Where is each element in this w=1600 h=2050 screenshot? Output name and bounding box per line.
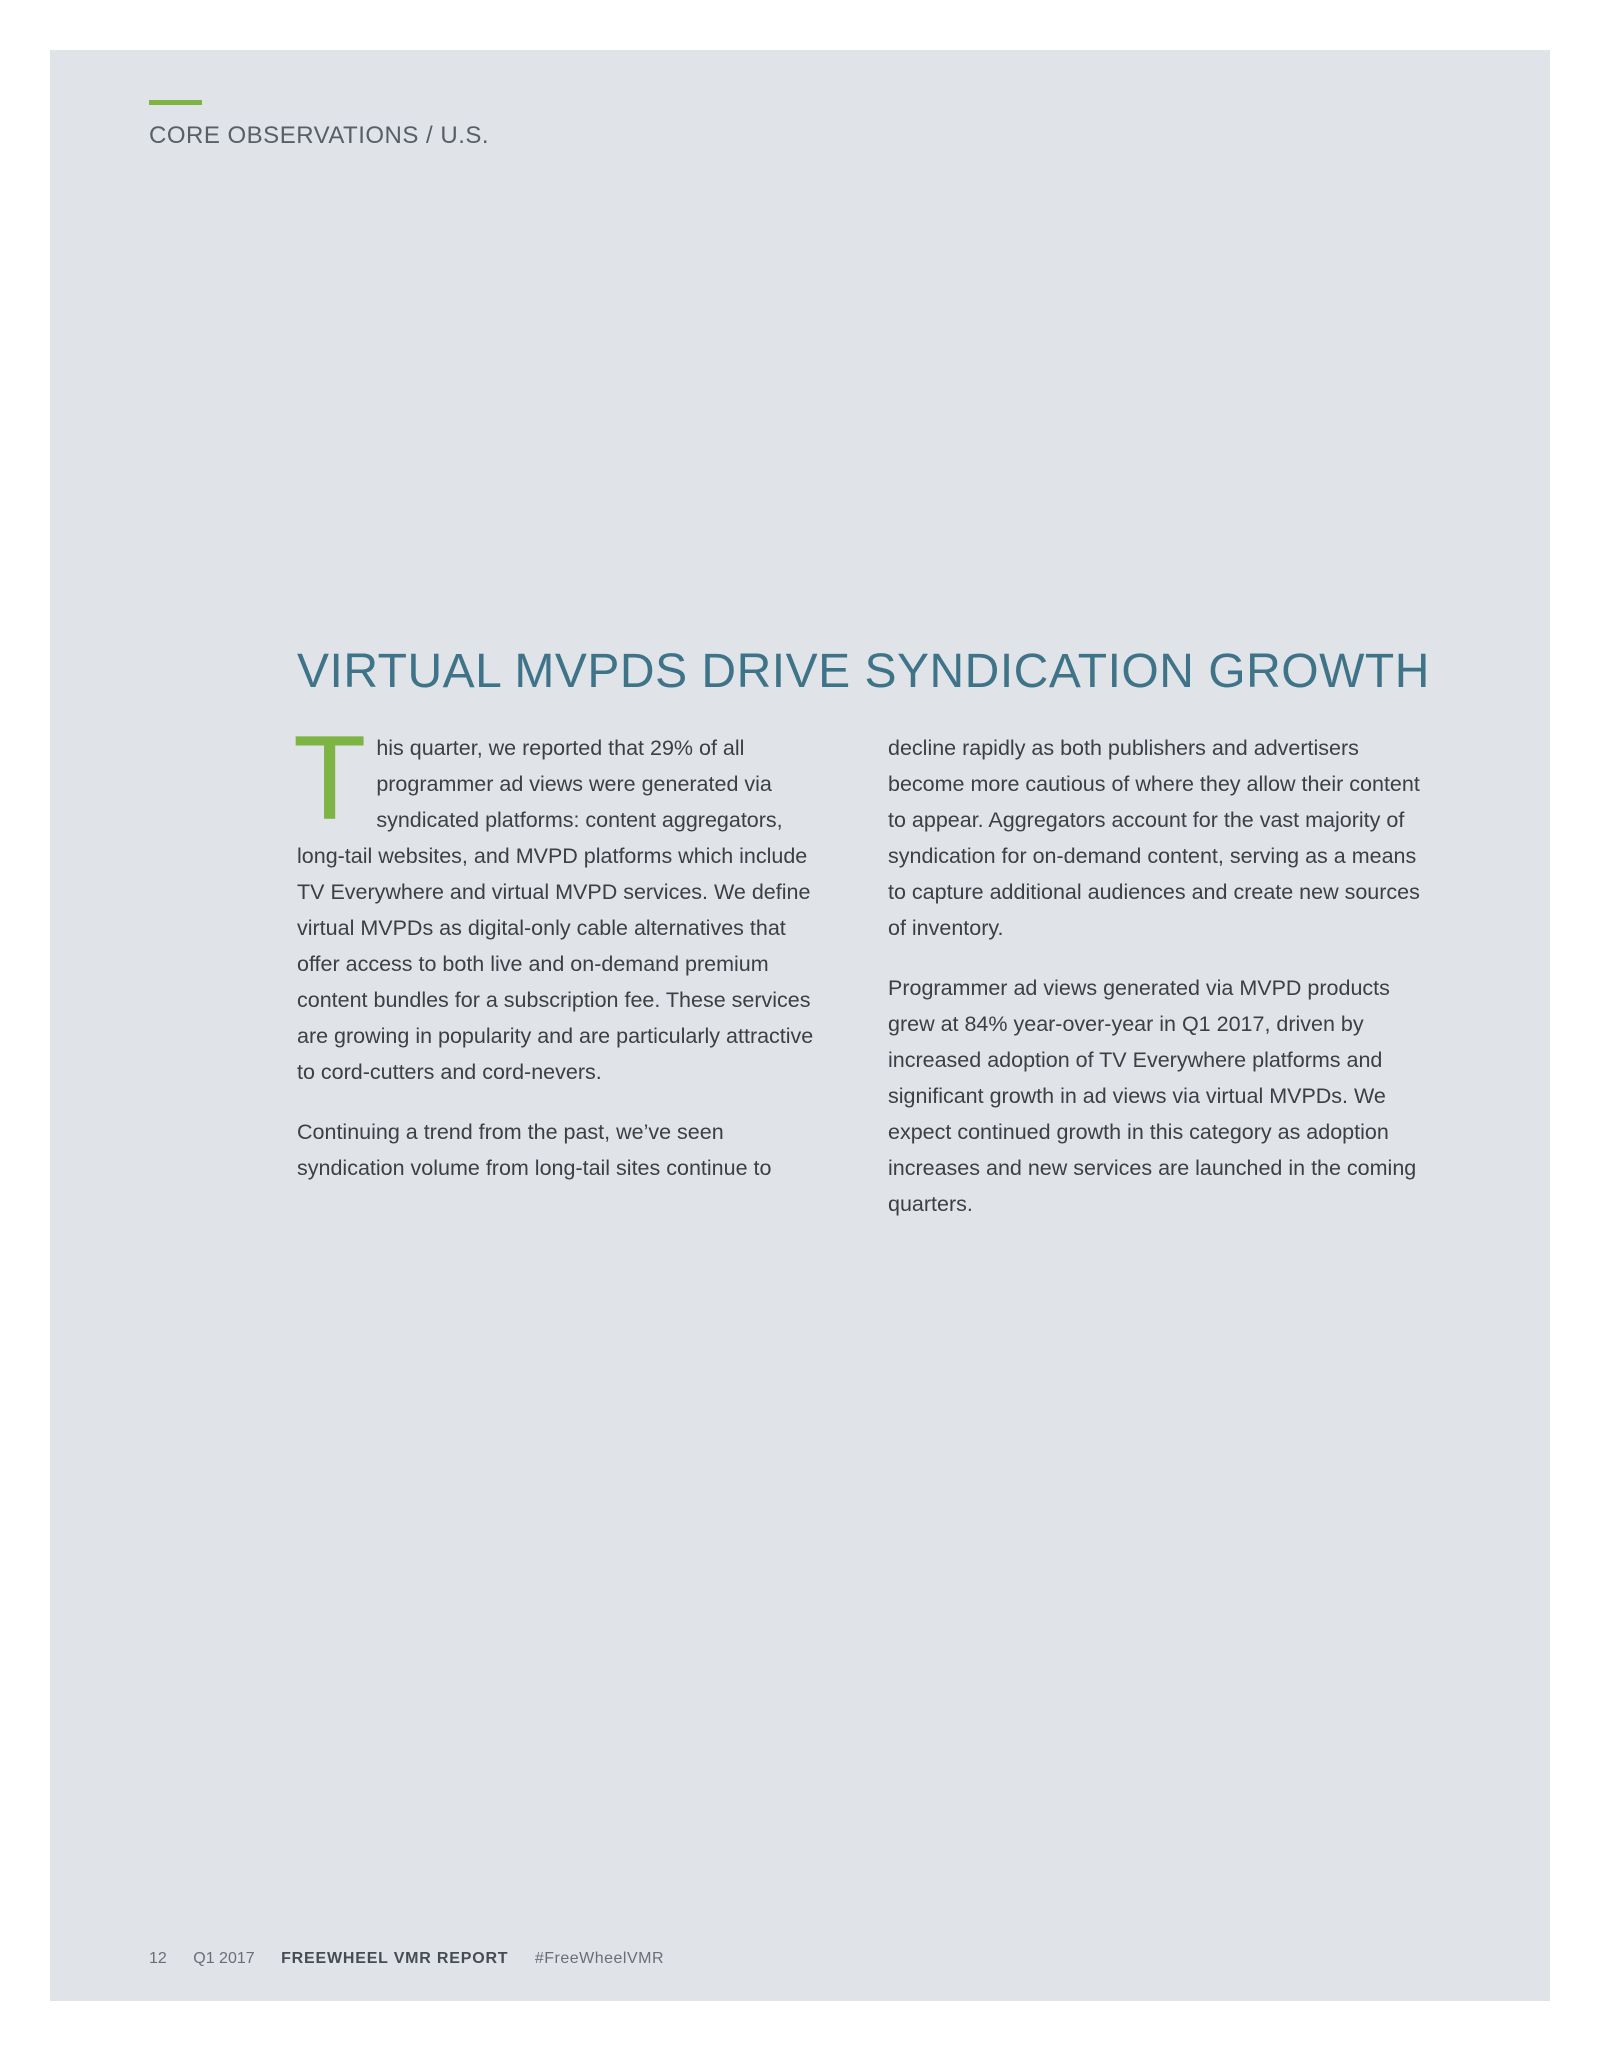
page-number: 12 [149, 1950, 167, 1967]
report-title: FREEWHEEL VMR REPORT [281, 1950, 509, 1967]
paragraph-intro-text: his quarter, we reported that 29% of all programmer ad views were generated via syndicated platforms: content aggregators, long-tail websites, and MVPD platforms which include TV Everywhere and virtual MVPD services. We define virtual MVPDs as digital-only cable alternatives that offer access to both live and on-demand premium content bundles for a subscription fee. These services are growing in popularity and are particularly attractive to cord-cutters and cord-nevers. [297, 736, 814, 1084]
paragraph-mvpd-growth: Programmer ad views generated via MVPD products grew at 84% year-over-year in Q1 2017, driven by increased adoption of TV Everywhere platforms and significant growth in ad views via virtual MVPDs. We expect continued growth in this category as adoption increases and new services are launched in the coming quarters. [888, 976, 1417, 1216]
article-column-right [888, 730, 1423, 1246]
report-page [50, 50, 1550, 2001]
paragraph-intro [293, 711, 832, 1090]
article-headline: VIRTUAL MVPDS DRIVE SYNDICATION GROWTH [297, 645, 1430, 698]
report-period: Q1 2017 [193, 1950, 255, 1967]
paragraph-trend-start: Continuing a trend from the past, we’ve seen syndication volume from long-tail sites continue to [297, 1120, 772, 1180]
article-column-left [293, 711, 832, 1210]
page-footer [149, 1950, 686, 1968]
section-accent-bar [149, 100, 202, 105]
drop-cap: T [293, 711, 367, 845]
section-label: CORE OBSERVATIONS / U.S. [149, 122, 490, 149]
paragraph-trend-continued: decline rapidly as both publishers and advertisers become more cautious of where they allow their content to appear. Aggregators account for the vast majority of syndication for on-demand content, serving as a means to capture additional audiences and create new sources of inventory. [888, 736, 1420, 940]
report-hashtag: #FreeWheelVMR [534, 1950, 665, 1967]
